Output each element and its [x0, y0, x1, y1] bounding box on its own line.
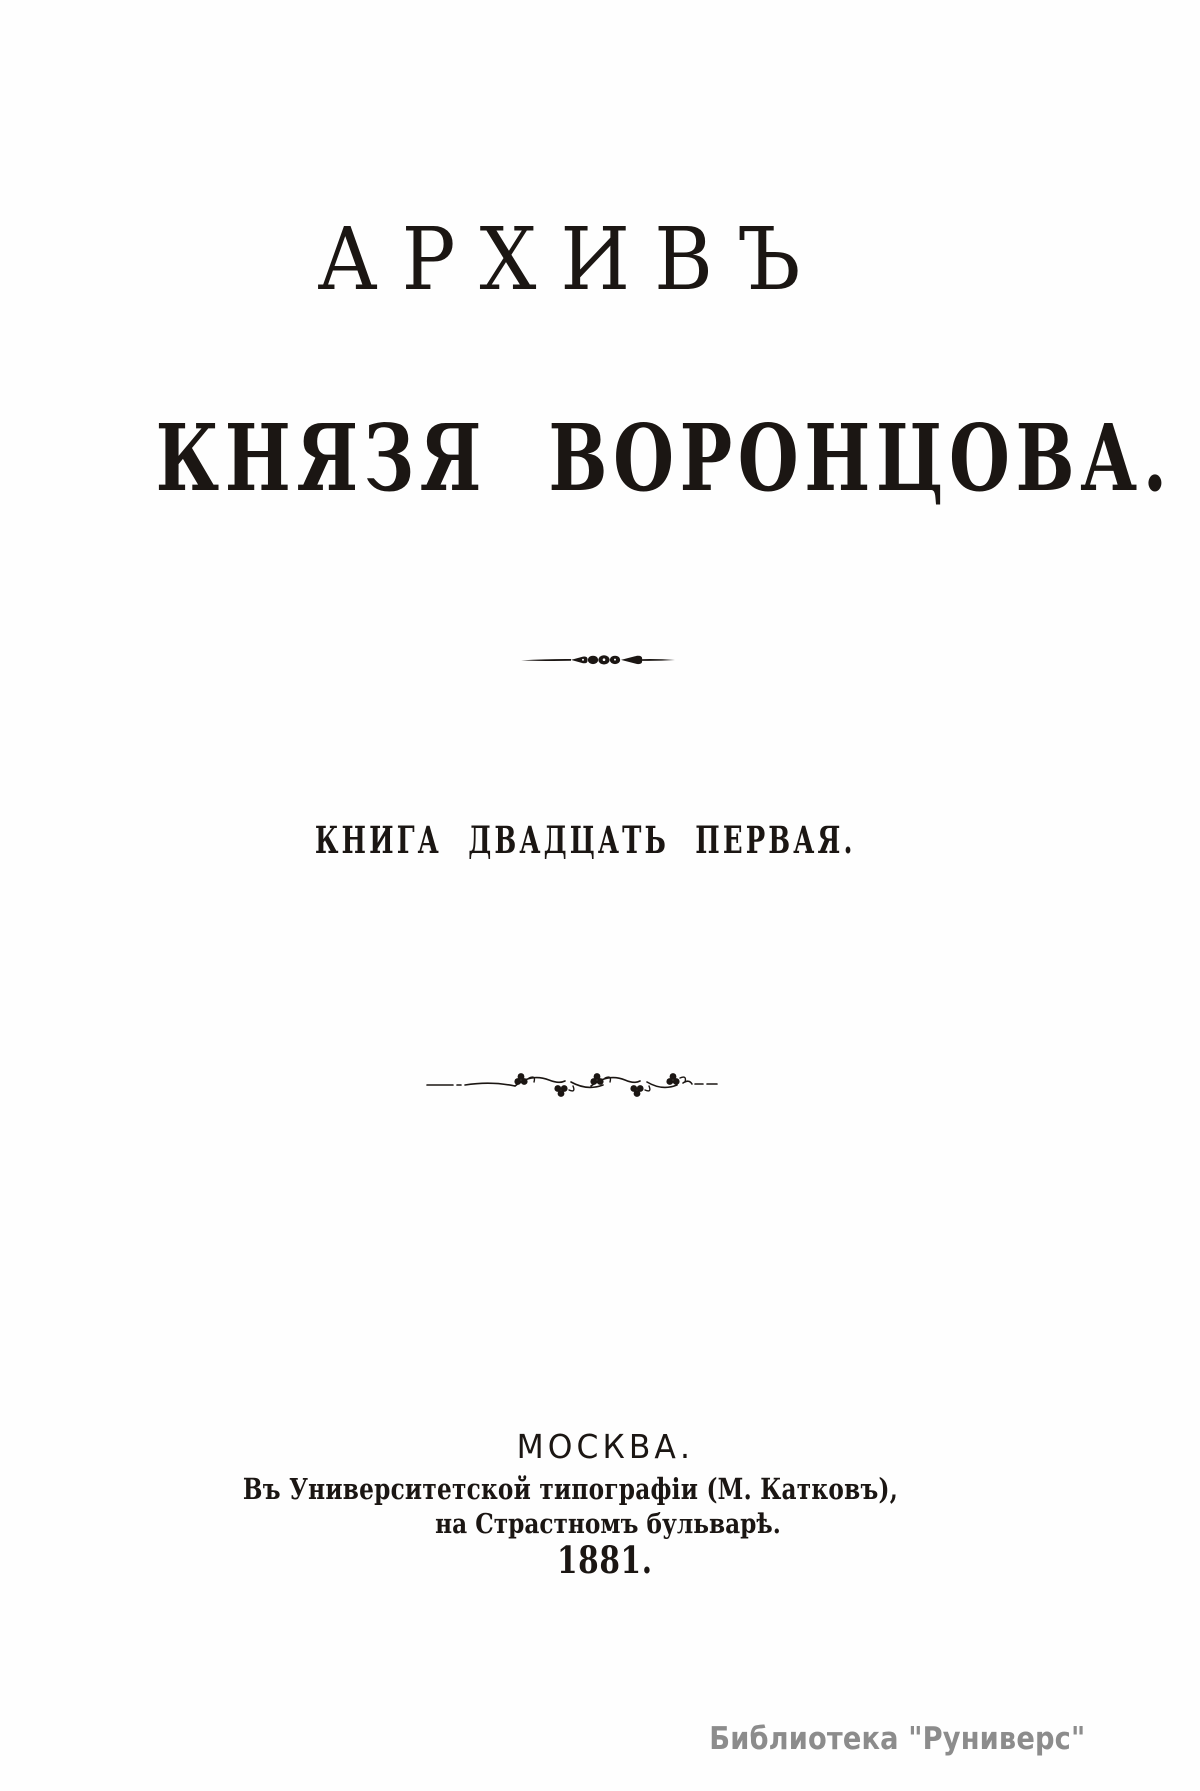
- imprint-year: [0, 1538, 1200, 1582]
- imprint-city: [0, 1427, 1200, 1466]
- main-title: [0, 404, 1200, 512]
- imprint-publisher-text: Въ Университетской типографіи (М. Катковъ),: [242, 1472, 898, 1506]
- volume-line-text: КНИГА ДВАДЦАТЬ ПЕРВАЯ.: [314, 818, 856, 862]
- series-title-text: АРХИВЪ: [317, 210, 825, 310]
- main-title-text: КНЯЗЯ ВОРОНЦОВА.: [155, 404, 1173, 512]
- tapered-rule-ornament-icon: [521, 652, 675, 668]
- imprint-city-text: МОСКВА.: [516, 1427, 694, 1466]
- series-title: [0, 210, 1200, 310]
- imprint-address: [0, 1511, 1200, 1538]
- imprint-publisher: [0, 1472, 1200, 1506]
- volume-line: [0, 818, 1200, 862]
- imprint-year-text: 1881.: [557, 1538, 653, 1582]
- library-watermark: Библиотека "Руниверс": [708, 1721, 1085, 1757]
- floral-vine-ornament-icon: [425, 1070, 721, 1100]
- imprint-address-text: на Страстномъ бульварѣ.: [435, 1509, 781, 1540]
